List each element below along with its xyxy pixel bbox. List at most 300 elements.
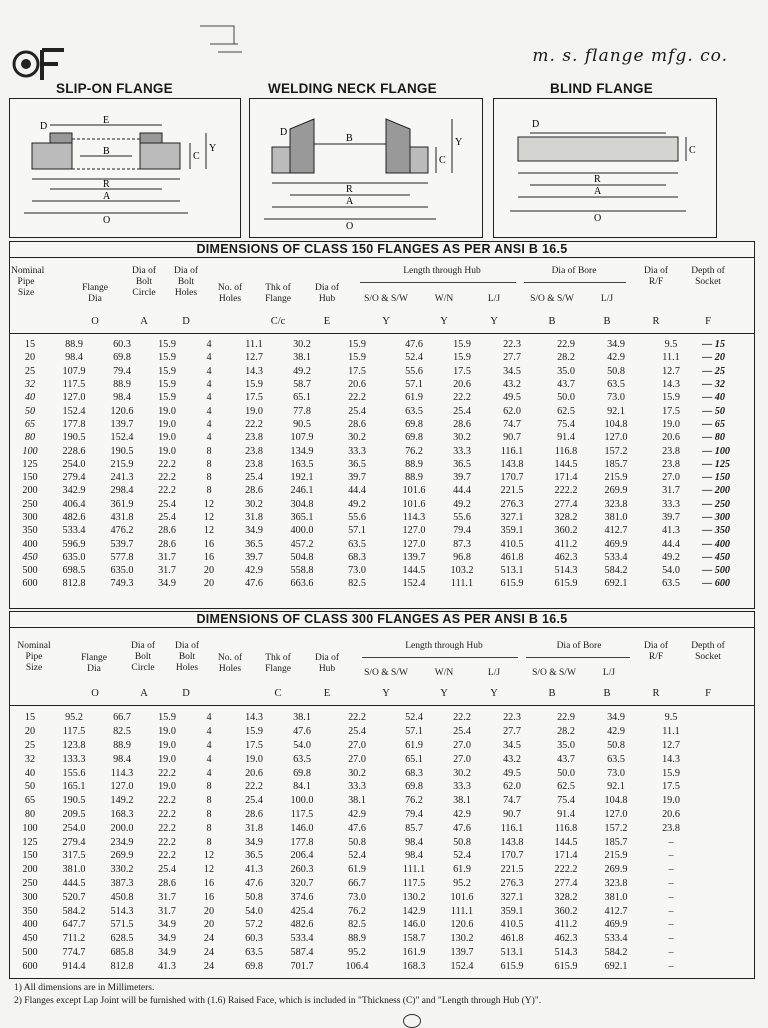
table-cell: 33.3: [453, 445, 471, 457]
table-cell: 250: [22, 498, 38, 510]
table-cell: 4: [206, 339, 212, 351]
table-cell: 98.4: [405, 836, 423, 848]
table-cell: 177.8: [290, 836, 314, 848]
table-cell: 32: [24, 753, 36, 765]
header-bore-so: S/O & S/W: [530, 294, 574, 304]
table-cell: 19.0: [245, 405, 263, 417]
table-cell: 647.7: [62, 919, 86, 931]
handwritten-size-annotation: — 450: [702, 551, 731, 563]
table-cell: 50: [24, 781, 36, 793]
table-cell: 4: [206, 432, 212, 444]
table-cell: 100: [22, 445, 38, 457]
table-cell: 98.4: [113, 392, 131, 404]
table-cell: 55.6: [405, 365, 423, 377]
table-cell: 91.4: [557, 432, 575, 444]
table-cell: 482.6: [62, 512, 86, 523]
table-row: [10, 794, 702, 808]
table-cell: 276.3: [500, 498, 524, 510]
slip-on-flange-diagram: [9, 98, 241, 238]
table-cell: 66.7: [348, 877, 366, 889]
table-cell: 406.4: [62, 498, 86, 510]
table-cell: 241.3: [110, 472, 134, 484]
table-cell: 68.3: [348, 551, 366, 563]
table-row: [10, 564, 730, 577]
table-row: [10, 471, 730, 484]
table-cell: 41.3: [158, 960, 176, 972]
table-cell: 269.9: [604, 485, 628, 497]
class-300-symbol-row: [10, 688, 754, 702]
table-cell: 152.4: [450, 960, 474, 972]
table-cell: 31.8: [245, 822, 263, 834]
header-no-holes: No. of Holes: [217, 653, 243, 674]
table-cell: 22.9: [557, 339, 575, 351]
table-row: [10, 752, 702, 766]
table-cell: 300: [22, 891, 38, 903]
table-cell: 304.8: [290, 498, 314, 510]
table-cell: 52.4: [405, 712, 423, 724]
table-cell: 328.2: [554, 512, 578, 523]
table-cell: 43.2: [503, 753, 521, 765]
table-cell: 88.9: [113, 739, 131, 751]
table-cell: 577.8: [110, 551, 134, 563]
table-cell: 328.2: [554, 891, 578, 903]
table-cell: 410.5: [500, 919, 524, 931]
table-cell: –: [668, 891, 674, 903]
diagram-label: O: [594, 213, 602, 224]
header-rf: Dia of R/F: [643, 641, 668, 662]
table-cell: 20.6: [662, 808, 680, 820]
table-cell: 15.9: [453, 339, 471, 351]
table-row: [10, 498, 730, 511]
table-cell: 14.3: [662, 379, 680, 391]
table-cell: –: [668, 905, 674, 917]
table-cell: 139.7: [402, 551, 426, 563]
table-cell: 63.5: [245, 946, 263, 958]
table-cell: 36.5: [348, 458, 366, 470]
table-cell: 596.9: [62, 538, 86, 550]
table-cell: –: [668, 864, 674, 876]
table-cell: 75.4: [557, 795, 575, 807]
table-cell: 36.5: [245, 850, 263, 862]
handwritten-size-annotation: — 65: [702, 418, 725, 430]
header-length-group: Length through Hub: [403, 266, 481, 276]
table-cell: 190.5: [62, 432, 86, 444]
header-length-wn: W/N: [434, 294, 454, 304]
table-cell: 20: [203, 905, 215, 917]
table-cell: –: [668, 850, 674, 862]
handwritten-size-annotation: — 125: [702, 458, 731, 470]
column-symbol: F: [705, 316, 711, 327]
table-cell: 9.5: [664, 712, 678, 724]
table-cell: 80: [24, 808, 36, 820]
table-cell: 411.2: [554, 538, 578, 550]
table-cell: 22.2: [453, 712, 471, 724]
table-cell: 698.5: [62, 565, 86, 577]
table-row: [10, 808, 702, 822]
table-cell: 116.8: [554, 822, 578, 834]
table-cell: 34.9: [158, 946, 176, 958]
table-cell: 23.8: [245, 445, 263, 457]
table-cell: 360.2: [554, 525, 578, 537]
table-cell: 20.6: [245, 767, 263, 779]
table-cell: 8: [206, 458, 212, 470]
table-cell: 24: [203, 946, 215, 958]
table-cell: 15.9: [158, 352, 176, 364]
table-cell: 31.7: [158, 565, 176, 577]
table-cell: 12: [203, 850, 215, 862]
table-cell: 25.4: [245, 472, 263, 484]
table-cell: 49.2: [453, 498, 471, 510]
welding-neck-flange-diagram: [249, 98, 483, 238]
table-row: [10, 458, 730, 471]
class-300-table-title: DIMENSIONS OF CLASS 300 FLANGES AS PER ANSI B 16.5: [10, 612, 754, 628]
table-cell: –: [668, 933, 674, 945]
table-cell: 221.5: [500, 864, 524, 876]
table-cell: 73.0: [607, 392, 625, 404]
table-cell: 25.4: [158, 864, 176, 876]
table-row: [10, 418, 730, 431]
table-cell: 47.6: [453, 822, 471, 834]
table-cell: 34.9: [158, 933, 176, 945]
table-row: [10, 338, 730, 351]
table-cell: 50: [24, 405, 36, 417]
table-row: [10, 444, 730, 457]
table-cell: 177.8: [62, 418, 86, 430]
table-cell: 96.8: [453, 551, 471, 563]
table-cell: 20.6: [348, 379, 366, 391]
table-cell: 49.2: [293, 365, 311, 377]
column-symbol: B: [603, 688, 611, 699]
header-bore-so: S/O & S/W: [532, 668, 576, 678]
table-cell: 4: [206, 405, 212, 417]
table-cell: 4: [206, 712, 212, 724]
table-cell: –: [668, 919, 674, 931]
table-cell: 158.7: [402, 933, 426, 945]
table-cell: 90.7: [503, 432, 521, 444]
table-cell: 142.9: [402, 905, 426, 917]
table-cell: 65.1: [293, 392, 311, 404]
header-bolt-holes: Dia of Bolt Holes: [174, 641, 199, 673]
table-cell: 30.2: [245, 498, 263, 510]
table-row: [10, 391, 730, 404]
table-cell: 38.1: [453, 795, 471, 807]
table-cell: 9.5: [664, 339, 678, 351]
header-nominal: Nominal Pipe Size: [17, 641, 51, 673]
table-cell: 31.7: [662, 485, 680, 497]
table-cell: 192.1: [290, 472, 314, 484]
table-cell: 20: [24, 352, 36, 364]
table-cell: 28.6: [158, 538, 176, 550]
footnotes: [14, 982, 541, 1008]
table-cell: 20: [203, 565, 215, 577]
table-cell: 144.5: [554, 836, 578, 848]
table-cell: 28.6: [348, 418, 366, 430]
table-cell: 615.9: [500, 578, 524, 590]
table-cell: 28.6: [158, 877, 176, 889]
table-cell: 69.8: [293, 767, 311, 779]
table-cell: 24: [203, 960, 215, 972]
table-cell: 107.9: [290, 432, 314, 444]
table-cell: 34.9: [158, 578, 176, 590]
diagram-label: D: [40, 121, 48, 132]
table-cell: 12: [203, 498, 215, 510]
table-cell: 22.9: [557, 712, 575, 724]
table-cell: 28.6: [158, 525, 176, 537]
table-cell: 139.7: [110, 418, 134, 430]
table-cell: 76.2: [348, 905, 366, 917]
table-cell: 20: [203, 919, 215, 931]
handwritten-size-annotation: — 350: [702, 525, 731, 537]
table-cell: 22.3: [503, 339, 521, 351]
table-cell: 23.8: [245, 432, 263, 444]
table-row: [10, 484, 730, 497]
table-cell: 15.9: [158, 339, 176, 351]
table-cell: 116.8: [554, 445, 578, 457]
table-cell: 100.0: [290, 795, 314, 807]
table-cell: 600: [22, 960, 38, 972]
table-cell: 107.9: [62, 365, 86, 377]
table-cell: 22.3: [503, 712, 521, 724]
table-cell: 8: [206, 795, 212, 807]
table-cell: 469.9: [604, 538, 628, 550]
table-cell: 228.6: [62, 445, 86, 457]
table-cell: 82.5: [113, 726, 131, 738]
table-cell: 600: [22, 578, 38, 590]
column-symbol: O: [91, 688, 99, 699]
table-cell: 25.4: [348, 405, 366, 417]
table-cell: 98.4: [65, 352, 83, 364]
diagram-label: R: [346, 184, 353, 195]
table-cell: 14.3: [662, 753, 680, 765]
table-cell: 63.5: [293, 753, 311, 765]
table-cell: 8: [206, 822, 212, 834]
table-cell: 88.9: [348, 933, 366, 945]
table-cell: 152.4: [402, 578, 426, 590]
table-cell: 25: [24, 365, 36, 377]
table-cell: 33.3: [348, 781, 366, 793]
table-cell: 27.0: [348, 753, 366, 765]
table-cell: 95.2: [65, 712, 83, 724]
column-symbol: C: [274, 688, 282, 699]
table-cell: –: [668, 877, 674, 889]
header-thk: Thk of Flange: [265, 283, 291, 304]
table-cell: 27.0: [662, 472, 680, 484]
table-cell: 20.6: [662, 432, 680, 444]
table-cell: 49.2: [348, 498, 366, 510]
table-cell: 8: [206, 445, 212, 457]
table-cell: 8: [206, 485, 212, 497]
table-cell: 68.3: [405, 767, 423, 779]
table-cell: 635.0: [62, 551, 86, 563]
table-cell: 431.8: [110, 512, 134, 523]
table-cell: 615.9: [554, 960, 578, 972]
class-150-symbol-row: [10, 316, 754, 330]
table-cell: 15.9: [158, 712, 176, 724]
table-cell: 33.3: [662, 498, 680, 510]
header-thk: Thk of Flange: [265, 653, 291, 674]
header-nominal: Nominal Pipe Size: [11, 266, 45, 298]
table-cell: 19.0: [662, 795, 680, 807]
table-cell: 206.4: [290, 850, 314, 862]
table-cell: 100: [22, 822, 38, 834]
table-row: [10, 725, 702, 739]
table-cell: 127.0: [110, 781, 134, 793]
diagram-label: A: [594, 186, 602, 197]
table-cell: 101.6: [402, 498, 426, 510]
punch-mark-icon: [198, 22, 244, 58]
handwritten-size-annotation: — 80: [702, 432, 725, 444]
table-cell: 587.4: [290, 946, 314, 958]
table-cell: 361.9: [110, 498, 134, 510]
table-cell: 31.7: [158, 905, 176, 917]
table-cell: 190.5: [110, 445, 134, 457]
table-cell: 117.5: [62, 726, 86, 738]
table-cell: 571.5: [110, 919, 134, 931]
table-cell: 663.6: [290, 578, 314, 590]
table-cell: 165.1: [62, 781, 86, 793]
table-cell: 254.0: [62, 822, 86, 834]
diagram-label: Y: [455, 137, 463, 148]
table-cell: 28.6: [245, 485, 263, 497]
table-cell: 412.7: [604, 905, 628, 917]
table-row: [10, 524, 730, 537]
table-cell: 40: [24, 392, 36, 404]
table-cell: 65: [24, 418, 36, 430]
table-cell: 635.0: [110, 565, 134, 577]
table-cell: 61.9: [405, 392, 423, 404]
table-cell: 513.1: [500, 946, 524, 958]
table-cell: 41.3: [245, 864, 263, 876]
table-row: [10, 577, 730, 590]
table-cell: 4: [206, 767, 212, 779]
table-cell: 79.4: [405, 808, 423, 820]
company-logo-icon: [8, 42, 68, 86]
table-cell: 11.1: [245, 339, 263, 351]
table-cell: 533.4: [290, 933, 314, 945]
table-cell: 127.0: [604, 432, 628, 444]
table-row: [10, 863, 702, 877]
table-cell: 60.3: [113, 339, 131, 351]
table-cell: 23.8: [662, 445, 680, 457]
table-cell: 25.4: [453, 405, 471, 417]
table-cell: 25.4: [158, 498, 176, 510]
table-cell: 27.7: [503, 352, 521, 364]
table-cell: 462.3: [554, 551, 578, 563]
table-cell: 701.7: [290, 960, 314, 972]
table-cell: 38.1: [293, 712, 311, 724]
table-cell: 17.5: [245, 392, 263, 404]
table-cell: 103.2: [450, 565, 474, 577]
table-cell: 146.0: [290, 822, 314, 834]
table-cell: 61.9: [405, 739, 423, 751]
table-cell: 19.0: [158, 405, 176, 417]
table-cell: 350: [22, 525, 38, 537]
table-cell: 161.9: [402, 946, 426, 958]
table-cell: 84.1: [293, 781, 311, 793]
table-cell: 74.7: [503, 795, 521, 807]
table-cell: –: [668, 960, 674, 972]
table-cell: 513.1: [500, 565, 524, 577]
data-table: [10, 338, 730, 591]
table-cell: 411.2: [554, 919, 578, 931]
table-cell: 79.4: [453, 525, 471, 537]
table-cell: 120.6: [110, 405, 134, 417]
table-cell: 43.2: [503, 379, 521, 391]
table-cell: 327.1: [500, 512, 524, 523]
column-symbol: O: [91, 316, 99, 327]
table-cell: 504.8: [290, 551, 314, 563]
table-cell: 171.4: [554, 850, 578, 862]
table-cell: 20: [24, 726, 36, 738]
company-name: m. s. flange mfg. co.: [532, 46, 728, 66]
table-cell: 17.5: [453, 365, 471, 377]
column-symbol: Y: [382, 688, 390, 699]
handwritten-size-annotation: — 250: [702, 498, 731, 510]
table-cell: 277.4: [554, 877, 578, 889]
table-cell: 4: [206, 739, 212, 751]
header-length-so: S/O & S/W: [364, 294, 408, 304]
table-cell: 28.2: [557, 352, 575, 364]
table-cell: 461.8: [500, 933, 524, 945]
blind-flange-diagram: [493, 98, 717, 238]
header-bore-group: Dia of Bore: [551, 266, 597, 276]
table-cell: 33.3: [348, 445, 366, 457]
table-cell: 215.9: [604, 472, 628, 484]
table-cell: 143.8: [500, 458, 524, 470]
table-cell: 381.0: [62, 864, 86, 876]
table-cell: 168.3: [402, 960, 426, 972]
table-cell: 42.9: [607, 726, 625, 738]
column-symbol: A: [140, 316, 148, 327]
footnote-2: 2) Flanges except Lap Joint will be furnished with (1.6) Raised Face, which is included in "Thickness (C)" and "Length through Hub (Y)".: [14, 996, 542, 1006]
table-cell: 104.8: [604, 795, 628, 807]
table-cell: 19.0: [158, 739, 176, 751]
class-150-table: [9, 241, 755, 609]
column-symbol: Y: [490, 688, 498, 699]
table-cell: 57.2: [245, 919, 263, 931]
handwritten-size-annotation: — 20: [702, 352, 725, 364]
diagram-label: A: [103, 191, 111, 202]
table-cell: 22.2: [348, 712, 366, 724]
table-cell: 170.7: [500, 850, 524, 862]
table-cell: 16: [203, 538, 215, 550]
header-socket: Depth of Socket: [691, 641, 725, 662]
table-cell: 50.8: [607, 739, 625, 751]
table-cell: 16: [203, 891, 215, 903]
header-socket: Depth of Socket: [691, 266, 725, 287]
table-cell: 30.2: [293, 339, 311, 351]
table-cell: 22.2: [245, 418, 263, 430]
table-cell: 19.0: [158, 781, 176, 793]
column-symbol: E: [323, 688, 331, 699]
table-cell: 44.4: [662, 538, 680, 550]
table-cell: 22.2: [158, 458, 176, 470]
table-cell: 30.2: [348, 767, 366, 779]
table-cell: 130.2: [450, 933, 474, 945]
table-cell: 77.8: [293, 405, 311, 417]
table-cell: 584.2: [62, 905, 86, 917]
table-cell: 25.4: [158, 512, 176, 523]
table-cell: 63.5: [662, 578, 680, 590]
table-cell: 450: [22, 933, 38, 945]
table-cell: 20: [203, 578, 215, 590]
header-bore-group: Dia of Bore: [556, 641, 602, 651]
table-cell: 533.4: [604, 551, 628, 563]
table-cell: 12: [203, 864, 215, 876]
table-cell: 584.2: [604, 565, 628, 577]
header-length-wn: W/N: [434, 668, 454, 678]
table-cell: 15.9: [348, 339, 366, 351]
